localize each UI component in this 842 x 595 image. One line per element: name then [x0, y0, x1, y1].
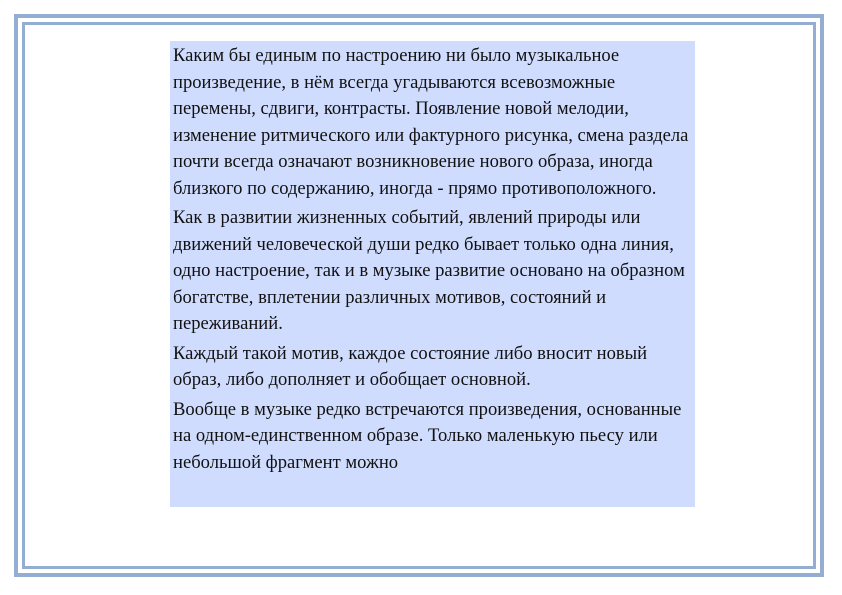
- paragraph-4: Вообще в музыке редко встречаются произведения, основанные на одном-единственном образе. Только маленькую пьесу или небольшой фрагмент можно: [173, 398, 682, 473]
- paragraph-2: Как в развитии жизненных событий, явлений природы или движений человеческой души редко бывает только одна линия, одно настроение, так и в музыке развитие основано на образном богатстве, вплетении различных мотивов, состояний и переживаний.: [173, 207, 685, 334]
- paragraph-1: Каким бы единым по настроению ни было музыкальное произведение, в нём всегда угадываются всевозможные перемены, сдвиги, контрасты. Появление новой мелодии, изменение ритмического или фактурного рисунка, смена раздела почти всегда означают возникновение нового образа, иногда близкого по содержанию, иногда - прямо противоположного.: [173, 45, 689, 199]
- paragraph-3: Каждый такой мотив, каждое состояние либо вносит новый образ, либо дополняет и обобщает основной.: [173, 342, 648, 390]
- text-block: [170, 41, 695, 507]
